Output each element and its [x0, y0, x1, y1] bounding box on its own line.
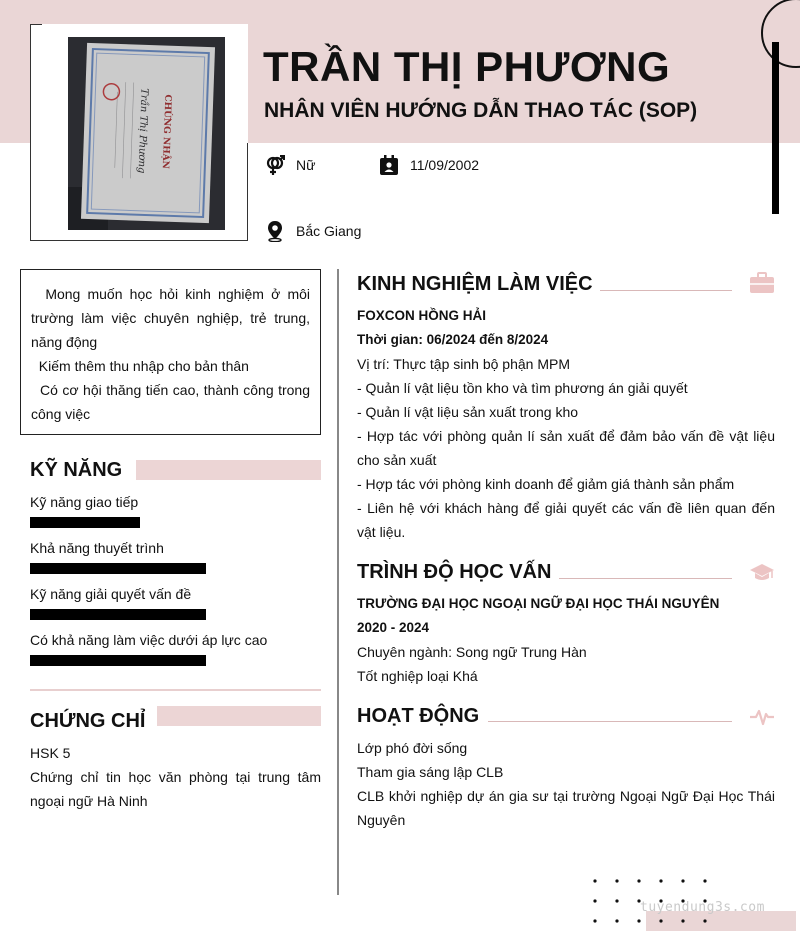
skill-level-bar — [30, 517, 140, 528]
profile-photo — [68, 37, 225, 230]
graduation-cap-icon — [749, 562, 775, 589]
objective-line: Mong muốn học hỏi kinh nghiệm ở môi trường làm việc chuyên nghiệp, trẻ trung, năng động — [31, 286, 314, 350]
experience-line: Vị trí: Thực tập sinh bộ phận MPM — [357, 356, 570, 372]
activities-section — [357, 736, 775, 832]
experience-line: - Quản lí vật liệu sản xuất trong kho — [357, 404, 579, 420]
experience-line: - Liên hệ với khách hàng để giải quyết các vấn đề liên quan đến vật liệu. — [357, 500, 775, 540]
skill-label: Có khả năng làm việc dưới áp lực cao — [30, 632, 268, 648]
certificate-item: HSK 5 — [30, 745, 71, 761]
skill-label: Kỹ năng giải quyết vấn đề — [30, 586, 192, 602]
certificates-heading: CHỨNG CHỈ — [30, 710, 146, 732]
skill-level-bar — [30, 609, 206, 620]
activities-heading: HOẠT ĐỘNG — [357, 705, 480, 727]
skill-level-bar — [30, 655, 206, 666]
skill-level-bar — [30, 563, 206, 574]
skills-heading: KỸ NĂNG — [30, 459, 123, 481]
education-major: Chuyên ngành: Song ngữ Trung Hàn — [357, 644, 587, 660]
calendar-icon — [378, 154, 400, 176]
objective-line: Kiếm thêm thu nhập cho bản thân — [31, 358, 249, 374]
skill-label: Kỹ năng giao tiếp — [30, 494, 139, 510]
section-divider — [30, 689, 321, 691]
experience-period: Thời gian: 06/2024 đến 8/2024 — [357, 332, 549, 347]
candidate-name: TRẦN THỊ PHƯƠNG — [263, 43, 671, 90]
experience-line: - Hợp tác với phòng kinh doanh để giảm giá thành sản phẩm — [357, 476, 735, 492]
location-icon — [264, 220, 286, 242]
experience-section — [357, 304, 775, 544]
education-heading-line — [559, 578, 732, 579]
education-grade: Tốt nghiệp loại Khá — [357, 668, 478, 684]
watermark: tuyendung3s.com — [640, 900, 765, 915]
skills-heading-bar — [136, 460, 321, 480]
activity-line: Lớp phó đời sống — [357, 740, 468, 756]
briefcase-icon — [749, 272, 775, 299]
dob-info — [378, 154, 479, 176]
address-info — [264, 220, 361, 242]
address-value: Bắc Giang — [296, 223, 362, 239]
certificate-photo-image — [68, 37, 225, 230]
education-heading: TRÌNH ĐỘ HỌC VẤN — [357, 561, 552, 583]
pulse-icon — [749, 706, 775, 733]
activity-line: CLB khởi nghiệp dự án gia sư tại trường Ngoại Ngữ Đại Học Thái Nguyên — [357, 788, 775, 828]
experience-line: - Quản lí vật liệu tồn kho và tìm phương án giải quyết — [357, 380, 688, 396]
education-section — [357, 592, 775, 688]
education-years: 2020 - 2024 — [357, 620, 430, 635]
experience-company: FOXCON HỒNG HẢI — [357, 308, 487, 323]
candidate-title: NHÂN VIÊN HƯỚNG DẪN THAO TÁC (SOP) — [264, 99, 698, 122]
gender-icon — [264, 154, 286, 176]
column-divider — [337, 269, 339, 895]
experience-heading: KINH NGHIỆM LÀM VIỆC — [357, 273, 593, 295]
gender-value: Nữ — [296, 157, 316, 173]
objective-line: Có cơ hội thăng tiến cao, thành công trong công việc — [31, 382, 314, 422]
dob-value: 11/09/2002 — [410, 157, 480, 173]
decorative-bar — [772, 42, 779, 214]
activities-heading-line — [488, 721, 732, 722]
education-school: TRƯỜNG ĐẠI HỌC NGOẠI NGỮ ĐẠI HỌC THÁI NGUYÊN — [357, 596, 720, 611]
skill-label: Khả năng thuyết trình — [30, 540, 164, 556]
gender-info — [264, 154, 315, 176]
experience-heading-line — [600, 290, 732, 291]
certificates-heading-bar — [157, 706, 321, 726]
career-objective-box — [20, 269, 321, 435]
experience-line: - Hợp tác với phòng quản lí sản xuất để đảm bảo vấn đề vật liệu cho sản xuất — [357, 428, 775, 468]
certificate-item: Chứng chỉ tin học văn phòng tại trung tâm ngoại ngữ Hà Ninh — [30, 769, 321, 809]
activity-line: Tham gia sáng lập CLB — [357, 764, 504, 780]
